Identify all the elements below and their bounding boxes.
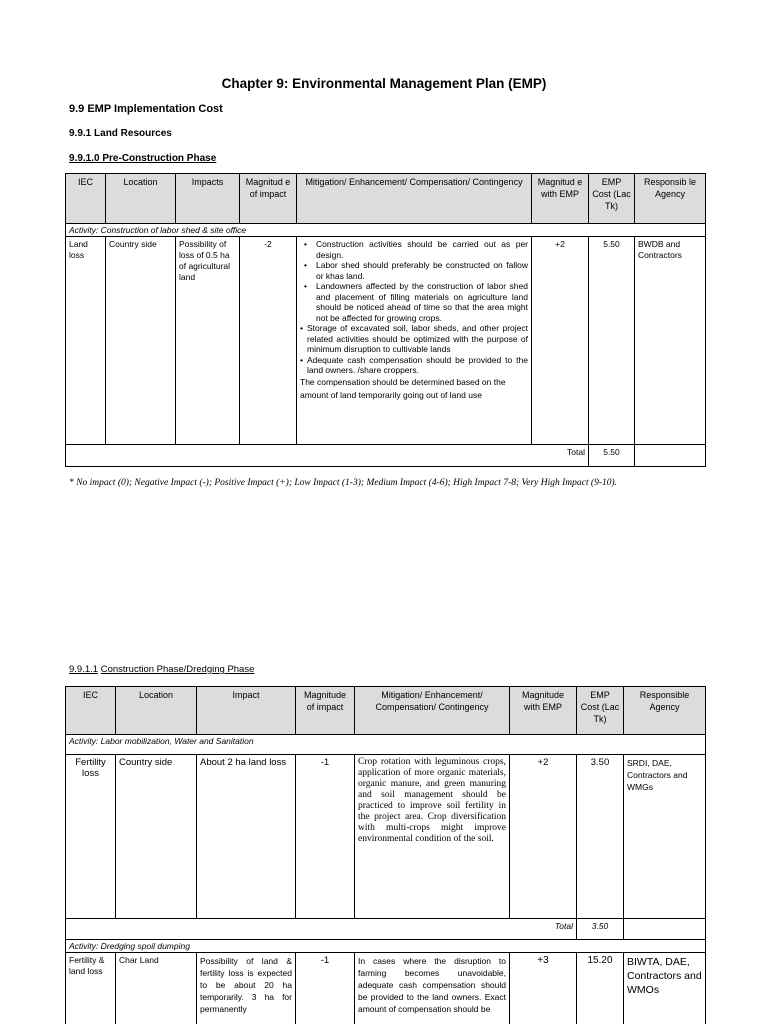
- mitigation-closing-text: The compensation should be determined based on the amount of land temporarily going out of land use: [300, 376, 506, 400]
- total-label: Total: [66, 445, 589, 467]
- total-row: [66, 919, 706, 940]
- list-item: • Construction activities should be carried out as per design.: [300, 239, 528, 260]
- table-row: [66, 953, 706, 1024]
- header-magnitude: Magnitud e of impact: [240, 174, 297, 224]
- cell-mitigation: In cases where the disruption to farming becomes unavoidable, adequate cash compensation should be provided to the land owners. Exact amount of compensation should be: [355, 953, 510, 1024]
- header-magnitude-emp: Magnitud e with EMP: [532, 174, 589, 224]
- activity-label: Activity: Construction of labor shed & site office: [66, 224, 706, 237]
- activity-row: [66, 735, 706, 755]
- table-header-row: [66, 174, 706, 224]
- cell-location: Country side: [106, 237, 176, 445]
- header-location: Location: [106, 174, 176, 224]
- cell-magnitude-emp: +2: [510, 755, 577, 919]
- phase2-number: 9.9.1.1: [69, 664, 99, 675]
- header-iec: IEC: [66, 687, 116, 735]
- total-value: 5.50: [589, 445, 635, 467]
- header-impacts: Impacts: [176, 174, 240, 224]
- list-item: • Storage of excavated soil, labor sheds, and other project related activities should be optimized with the purpose of minimum disruption to cultivable lands: [300, 323, 528, 355]
- header-magnitude: Magnitude of impact: [296, 687, 355, 735]
- list-item: • Adequate cash compensation should be provided to the land owners. /share croppers.: [300, 355, 528, 376]
- header-mitigation: Mitigation/ Enhancement/ Compensation/ Contingency: [355, 687, 510, 735]
- cell-location: Country side: [116, 755, 197, 919]
- cell-magnitude-emp: +3: [510, 953, 577, 1024]
- total-label: Total: [66, 919, 577, 940]
- header-agency: Responsible Agency: [624, 687, 706, 735]
- header-cost: EMP Cost (Lac Tk): [577, 687, 624, 735]
- cell-magnitude-emp: +2: [532, 237, 589, 445]
- activity-label: Activity: Dredging spoil dumping: [66, 940, 706, 953]
- table-row: [66, 237, 706, 445]
- cell-magnitude: -1: [296, 755, 355, 919]
- cell-iec: Land loss: [66, 237, 106, 445]
- cell-impact: Possibility of land & fertility loss is expected to be about 20 ha temporarily. 3 ha for permanently: [197, 953, 296, 1024]
- activity-row: [66, 940, 706, 953]
- list-item: • Labor shed should preferably be constructed on fallow or khas land.: [300, 260, 528, 281]
- activity-row: [66, 224, 706, 237]
- cell-iec: Fertility & land loss: [66, 953, 116, 1024]
- activity-label: Activity: Labor mobilization, Water and Sanitation: [66, 735, 706, 755]
- phase2-title: Construction Phase/Dredging Phase: [100, 664, 255, 675]
- cell-magnitude: -2: [240, 237, 297, 445]
- table-header-row: [66, 687, 706, 735]
- total-row: [66, 445, 706, 467]
- emp-table-construction: [65, 686, 706, 1024]
- table-row: [66, 755, 706, 919]
- cell-iec: Fertility loss: [66, 755, 116, 919]
- cell-cost: 5.50: [589, 237, 635, 445]
- cell-mitigation: Crop rotation with leguminous crops, application of more organic materials, organic manure, and green manuring and soil management should be practiced to improve soil fertility in the project area. Crop diversification with multi-crops might improve environmental condition of the soil.: [355, 755, 510, 919]
- cell-mitigation: [297, 237, 532, 445]
- cell-agency: SRDI, DAE, Contractors and WMGs: [624, 755, 706, 919]
- header-agency: Responsib le Agency: [635, 174, 706, 224]
- total-empty: [624, 919, 706, 940]
- subsection-heading: 9.9.1 Land Resources: [69, 128, 172, 139]
- header-mitigation: Mitigation/ Enhancement/ Compensation/ Contingency: [297, 174, 532, 224]
- cell-cost: 3.50: [577, 755, 624, 919]
- header-impact: Impact: [197, 687, 296, 735]
- phase2-heading: [69, 664, 254, 675]
- cell-impacts: Possibility of loss of 0.5 ha of agricultural land: [176, 237, 240, 445]
- header-cost: EMP Cost (Lac Tk): [589, 174, 635, 224]
- impact-footnote: * No impact (0); Negative Impact (-); Positive Impact (+); Low Impact (1-3); Medium Impact (4-6); High Impact 7-8; Very High Impact (9-10).: [69, 478, 618, 488]
- header-magnitude-emp: Magnitude with EMP: [510, 687, 577, 735]
- cell-impact: About 2 ha land loss: [197, 755, 296, 919]
- cell-agency: BIWTA, DAE, Contractors and WMOs: [624, 953, 706, 1024]
- cell-cost: 15.20: [577, 953, 624, 1024]
- cell-agency: BWDB and Contractors: [635, 237, 706, 445]
- total-empty: [635, 445, 706, 467]
- chapter-title: Chapter 9: Environmental Management Plan (EMP): [221, 76, 547, 91]
- emp-table-pre-construction: [65, 173, 706, 467]
- list-item: • Landowners affected by the construction of labor shed and placement of filling materials on agriculture land should be noticed ahead of time so that the area might not be affected for growing crops.: [300, 281, 528, 323]
- cell-location: Char Land: [116, 953, 197, 1024]
- header-location: Location: [116, 687, 197, 735]
- section-heading: 9.9 EMP Implementation Cost: [69, 103, 223, 115]
- cell-magnitude: -1: [296, 953, 355, 1024]
- phase1-heading: 9.9.1.0 Pre-Construction Phase: [69, 153, 217, 164]
- total-value: 3.50: [577, 919, 624, 940]
- mitigation-list: [300, 239, 528, 376]
- header-iec: IEC: [66, 174, 106, 224]
